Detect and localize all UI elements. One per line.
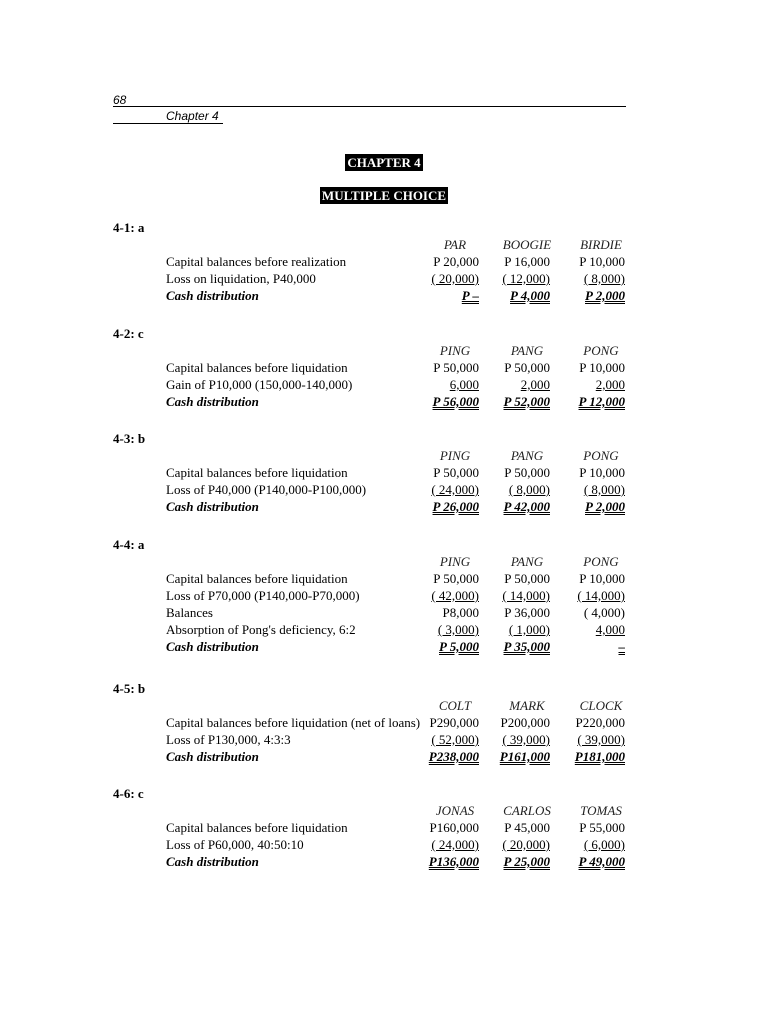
total-row xyxy=(113,853,633,870)
column-header-row xyxy=(113,697,633,714)
cell-value: P 36,000 xyxy=(504,605,550,620)
cell-value: ( 14,000) xyxy=(502,588,550,603)
row-label: Loss on liquidation, P40,000 xyxy=(166,271,316,286)
table-row xyxy=(113,359,633,376)
column-header-row xyxy=(113,236,633,253)
cell-value: ( 39,000) xyxy=(502,732,550,747)
cell-value: P 52,000 xyxy=(503,394,550,409)
cell-value: P 50,000 xyxy=(433,465,479,480)
column-header: JONAS xyxy=(435,803,475,818)
total-row xyxy=(113,287,633,304)
column-header: CARLOS xyxy=(503,803,551,818)
cell-value: P 55,000 xyxy=(579,820,625,835)
question-label: 4-4: a xyxy=(113,537,145,552)
row-label: Balances xyxy=(166,605,213,620)
row-label: Capital balances before liquidation xyxy=(166,820,348,835)
cell-value: P 25,000 xyxy=(503,854,550,869)
table-row xyxy=(113,270,633,287)
row-label: Cash distribution xyxy=(166,639,259,654)
column-header: COLT xyxy=(438,698,472,713)
total-row xyxy=(113,498,633,515)
cell-value: P 50,000 xyxy=(433,571,479,586)
cell-value: ( 8,000) xyxy=(583,482,625,497)
cell-value: ( 20,000) xyxy=(431,271,479,286)
problem-4-4 xyxy=(113,537,633,655)
column-header-row xyxy=(113,342,633,359)
cell-value: ( 14,000) xyxy=(577,588,625,603)
column-header: CLOCK xyxy=(579,698,623,713)
cell-value: ( 42,000) xyxy=(431,588,479,603)
question-label: 4-5: b xyxy=(113,681,146,696)
cell-value: P200,000 xyxy=(500,715,550,730)
cell-value: P136,000 xyxy=(428,854,479,869)
column-header: PANG xyxy=(510,343,544,358)
column-header-row xyxy=(113,447,633,464)
row-label: Capital balances before liquidation xyxy=(166,360,348,375)
cell-value: ( 24,000) xyxy=(431,482,479,497)
cell-value: 2,000 xyxy=(520,377,550,392)
row-label: Gain of P10,000 (150,000-140,000) xyxy=(166,377,353,392)
cell-value: P 56,000 xyxy=(432,394,479,409)
cell-value: 2,000 xyxy=(595,377,625,392)
row-label: Loss of P60,000, 40:50:10 xyxy=(166,837,304,852)
column-header: MARK xyxy=(509,698,545,713)
cell-value: ( 1,000) xyxy=(508,622,550,637)
cell-value: P 50,000 xyxy=(504,465,550,480)
cell-value: ( 39,000) xyxy=(577,732,625,747)
cell-value: P 42,000 xyxy=(503,499,550,514)
cell-value: P161,000 xyxy=(499,749,550,764)
table-row xyxy=(113,570,633,587)
row-label: Cash distribution xyxy=(166,288,259,303)
column-header: PAR xyxy=(443,237,467,252)
cell-value: ( 4,000) xyxy=(583,605,625,620)
cell-value: P 10,000 xyxy=(579,254,625,269)
cell-value: ( 52,000) xyxy=(431,732,479,747)
header-rule xyxy=(113,106,626,107)
cell-value: P160,000 xyxy=(429,820,479,835)
row-label: Loss of P130,000, 4:3:3 xyxy=(166,732,291,747)
column-header: TOMAS xyxy=(580,803,622,818)
row-label: Cash distribution xyxy=(166,499,259,514)
cell-value: 4,000 xyxy=(595,622,625,637)
cell-value: P 16,000 xyxy=(504,254,550,269)
table-row xyxy=(113,604,633,621)
cell-value: P 10,000 xyxy=(579,360,625,375)
row-label: Cash distribution xyxy=(166,854,259,869)
problem-4-6 xyxy=(113,786,633,870)
cell-value: P238,000 xyxy=(428,749,479,764)
row-label: Capital balances before liquidation xyxy=(166,571,348,586)
table-row xyxy=(113,253,633,270)
cell-value: P – xyxy=(461,288,479,303)
cell-value: P 10,000 xyxy=(579,571,625,586)
row-label: Capital balances before liquidation (net of loans) xyxy=(166,715,421,730)
total-row xyxy=(113,638,633,655)
cell-value: P 50,000 xyxy=(433,360,479,375)
cell-value: – xyxy=(618,639,625,654)
question-label: 4-3: b xyxy=(113,431,146,446)
problem-4-5 xyxy=(113,681,633,765)
row-label: Capital balances before realization xyxy=(166,254,347,269)
cell-value: P 20,000 xyxy=(433,254,479,269)
column-header: PONG xyxy=(583,554,619,569)
column-header: PONG xyxy=(583,343,619,358)
cell-value: ( 20,000) xyxy=(502,837,550,852)
cell-value: ( 3,000) xyxy=(437,622,479,637)
cell-value: ( 6,000) xyxy=(583,837,625,852)
column-header: BIRDIE xyxy=(580,237,622,252)
cell-value: P181,000 xyxy=(574,749,625,764)
chapter-title: CHAPTER 4 xyxy=(347,155,421,170)
cell-value: P 2,000 xyxy=(585,288,625,303)
question-label: 4-6: c xyxy=(113,786,144,801)
running-title: Chapter 4 xyxy=(166,109,219,123)
problem-4-1 xyxy=(113,220,633,304)
question-label: 4-2: c xyxy=(113,326,144,341)
cell-value: ( 8,000) xyxy=(583,271,625,286)
cell-value: P220,000 xyxy=(575,715,625,730)
table-row xyxy=(113,836,633,853)
running-title-rule xyxy=(113,123,223,124)
total-row xyxy=(113,393,633,410)
column-header: PANG xyxy=(510,448,544,463)
cell-value: 6,000 xyxy=(449,377,479,392)
row-label: Capital balances before liquidation xyxy=(166,465,348,480)
cell-value: P 4,000 xyxy=(510,288,550,303)
table-row xyxy=(113,376,633,393)
row-label: Cash distribution xyxy=(166,749,259,764)
cell-value: P 12,000 xyxy=(578,394,625,409)
table-row xyxy=(113,587,633,604)
table-row xyxy=(113,464,633,481)
cell-value: P 50,000 xyxy=(504,571,550,586)
cell-value: ( 12,000) xyxy=(502,271,550,286)
question-label: 4-1: a xyxy=(113,220,145,235)
row-label: Loss of P40,000 (P140,000-P100,000) xyxy=(166,482,367,497)
table-row xyxy=(113,481,633,498)
cell-value: ( 24,000) xyxy=(431,837,479,852)
cell-value: P8,000 xyxy=(442,605,479,620)
row-label: Loss of P70,000 (P140,000-P70,000) xyxy=(166,588,360,603)
problem-4-3 xyxy=(113,431,633,515)
row-label: Absorption of Pong's deficiency, 6:2 xyxy=(166,622,356,637)
problem-4-2 xyxy=(113,326,633,410)
cell-value: P 26,000 xyxy=(432,499,479,514)
table-row xyxy=(113,621,633,638)
table-row xyxy=(113,731,633,748)
table-row xyxy=(113,714,633,731)
column-header-row xyxy=(113,553,633,570)
cell-value: P 49,000 xyxy=(578,854,625,869)
column-header: PING xyxy=(439,343,471,358)
cell-value: ( 8,000) xyxy=(508,482,550,497)
column-header: PONG xyxy=(583,448,619,463)
cell-value: P 10,000 xyxy=(579,465,625,480)
page-number: 68 xyxy=(113,93,127,107)
column-header: PING xyxy=(439,554,471,569)
cell-value: P 45,000 xyxy=(504,820,550,835)
table-row xyxy=(113,819,633,836)
row-label: Cash distribution xyxy=(166,394,259,409)
cell-value: P290,000 xyxy=(429,715,479,730)
section-title: MULTIPLE CHOICE xyxy=(321,188,447,203)
column-header-row xyxy=(113,802,633,819)
cell-value: P 35,000 xyxy=(503,639,550,654)
total-row xyxy=(113,748,633,765)
column-header: PING xyxy=(439,448,471,463)
cell-value: P 50,000 xyxy=(504,360,550,375)
cell-value: P 2,000 xyxy=(585,499,625,514)
column-header: BOOGIE xyxy=(502,237,552,252)
column-header: PANG xyxy=(510,554,544,569)
cell-value: P 5,000 xyxy=(439,639,479,654)
